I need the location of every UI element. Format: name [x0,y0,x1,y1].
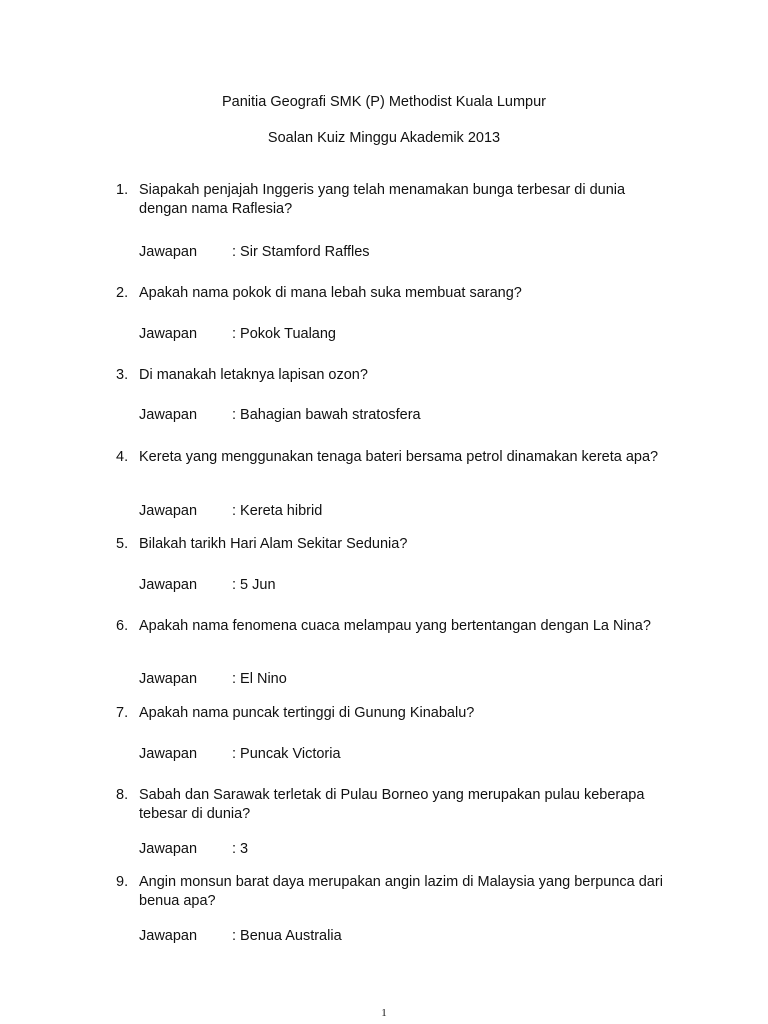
answer-7 [139,745,341,763]
answer-label: Jawapan [139,326,198,342]
answer-text: : 5 Jun [232,577,276,593]
answer-label: Jawapan [139,407,198,423]
answer-8 [139,840,248,858]
question-text: Di manakah letaknya lapisan ozon? [139,367,368,383]
answer-label: Jawapan [139,577,198,593]
answer-label: Jawapan [139,503,198,519]
question-number: 1. [116,182,129,198]
answer-5 [139,576,276,594]
answer-label: Jawapan [139,244,198,260]
question-text: Apakah nama pokok di mana lebah suka membuat sarang? [139,285,522,301]
answer-label: Jawapan [139,928,198,944]
answer-label: Jawapan [139,746,198,762]
question-number: 5. [116,536,129,552]
answer-text: : Pokok Tualang [232,326,336,342]
answer-2 [139,325,336,343]
answer-6 [139,670,287,688]
question-number: 6. [116,618,129,634]
answer-1 [139,243,370,261]
question-text: Kereta yang menggunakan tenaga bateri bersama petrol dinamakan kereta apa? [139,449,659,465]
page-number: 1 [381,1007,387,1019]
question-text: Apakah nama puncak tertinggi di Gunung Kinabalu? [139,705,475,721]
answer-text: : El Nino [232,671,287,687]
question-number: 8. [116,787,129,803]
answer-label: Jawapan [139,841,198,857]
header-subtitle: Soalan Kuiz Minggu Akademik 2013 [267,130,501,146]
answer-text: : Benua Australia [232,928,342,944]
header-title: Panitia Geografi SMK (P) Methodist Kuala Lumpur [222,94,546,110]
answer-text: : Kereta hibrid [232,503,323,519]
answer-text: : Bahagian bawah stratosfera [232,407,421,423]
question-text: Bilakah tarikh Hari Alam Sekitar Sedunia? [139,536,408,552]
answer-3 [139,406,421,424]
question-number: 9. [116,874,129,890]
question-text: Siapakah penjajah Inggeris yang telah menamakan bunga terbesar di dunia dengan nama Raflesia? [139,182,626,217]
question-text: Angin monsun barat daya merupakan angin lazim di Malaysia yang berpunca dari benua apa? [139,874,663,909]
question-number: 4. [116,449,129,465]
question-number: 2. [116,285,129,301]
question-number: 7. [116,705,129,721]
answer-9 [139,927,342,945]
question-text: Apakah nama fenomena cuaca melampau yang bertentangan dengan La Nina? [139,618,651,634]
answer-label: Jawapan [139,671,198,687]
answer-text: : Sir Stamford Raffles [232,244,370,260]
answer-4 [139,502,322,520]
answer-text: : 3 [232,841,249,857]
answer-text: : Puncak Victoria [232,746,341,762]
question-number: 3. [116,367,129,383]
question-text: Sabah dan Sarawak terletak di Pulau Borneo yang merupakan pulau keberapa tebesar di dunia? [139,787,645,822]
